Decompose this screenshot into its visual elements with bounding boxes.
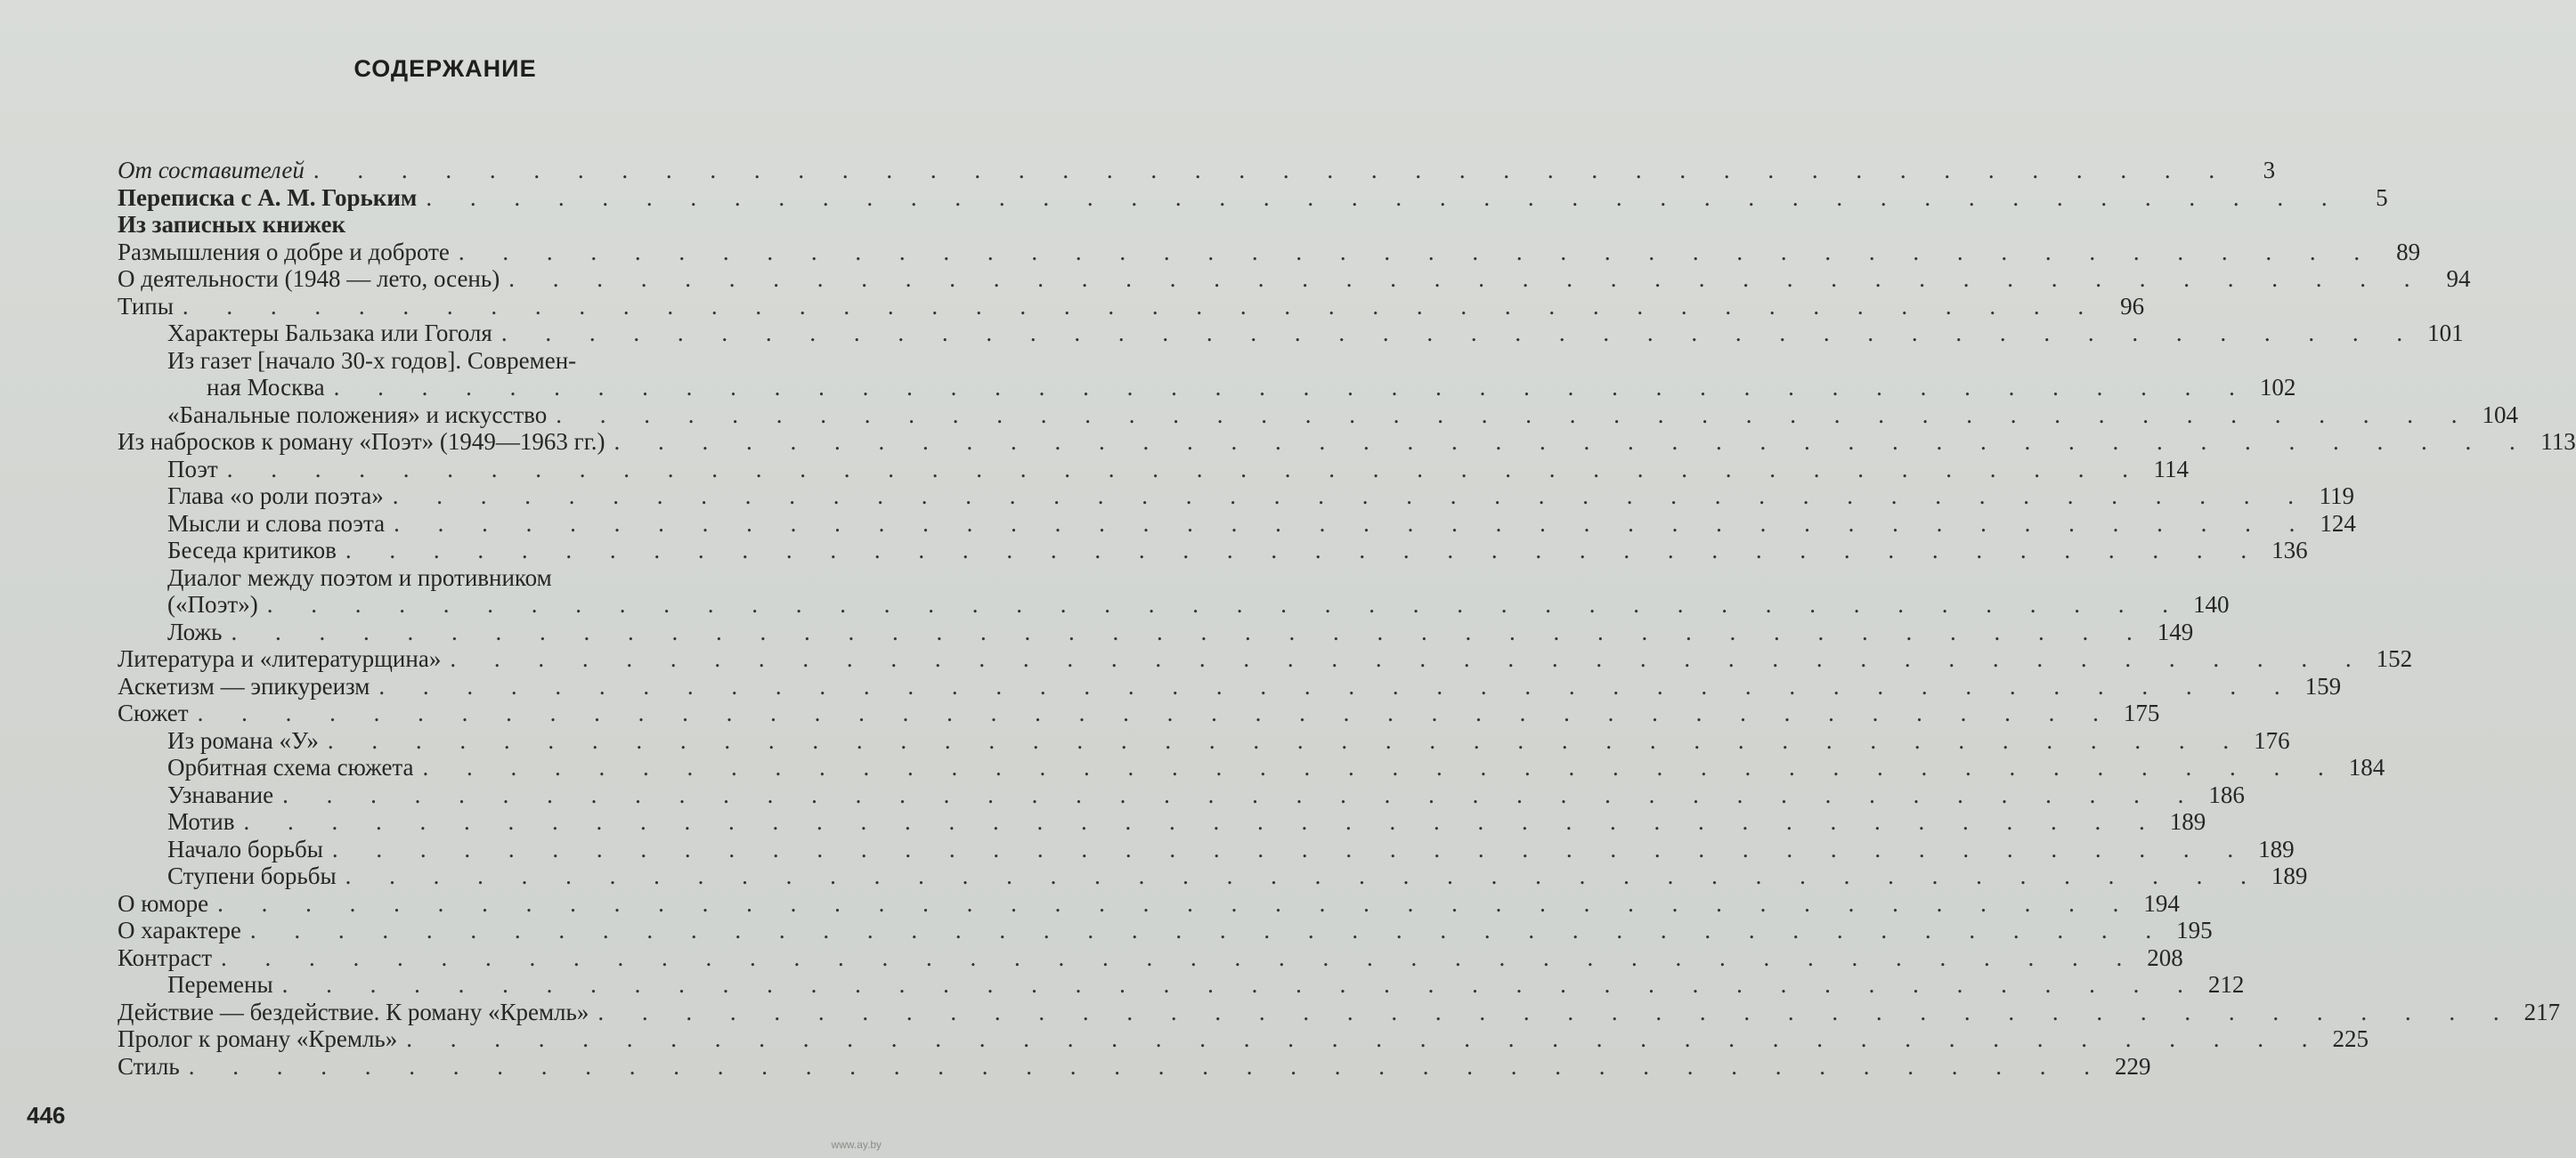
toc-entry — [118, 917, 2213, 944]
toc-page-number: 104 — [2482, 401, 2518, 428]
toc-entry-title: Из романа «У» — [167, 726, 319, 754]
toc-entry — [118, 781, 2245, 809]
toc-entry — [118, 537, 2308, 564]
toc-entry — [118, 428, 2576, 456]
toc-entry-row — [167, 862, 2308, 890]
dot-leader: . . . . . . . . . . . . . . . . . . . . . . . . . . . . . . . . . . . . . . . . . . . . — [392, 482, 2310, 509]
toc-entry-title: Узнавание — [167, 781, 274, 808]
toc-entry-row — [118, 998, 2561, 1026]
toc-entry-row — [118, 645, 2413, 673]
toc-page-number: 176 — [2254, 726, 2290, 754]
dot-leader: . . . . . . . . . . . . . . . . . . . . . . . . . . . . . . . . . . . . . . . . . . . . — [500, 320, 2419, 346]
toc-page-number: 96 — [2120, 292, 2145, 320]
toc-entry-title: Ступени борьбы — [167, 862, 337, 889]
dot-leader: . . . . . . . . . . . . . . . . . . . . . . . . . . . . . . . . . . . . . . . . . . . . — [281, 971, 2199, 998]
toc-page-number: 3 — [2263, 157, 2276, 183]
dot-leader: . . . . . . . . . . . . . . . . . . . . . . . . . . . . . . . . . . . . . . . . . . . . — [406, 1025, 2324, 1052]
toc-entry-row — [167, 618, 2194, 646]
toc-entry — [118, 645, 2413, 673]
toc-entry-row — [167, 564, 784, 592]
toc-entry — [118, 183, 2388, 212]
toc-entry-title: Поэт — [167, 455, 218, 482]
toc-entry-title: Типы — [118, 292, 174, 320]
toc-entry-row — [118, 183, 2388, 212]
dot-leader: . . . . . . . . . . . . . . . . . . . . . . . . . . . . . . . . . . . . . . . . . . . . — [266, 591, 2184, 618]
toc-page-number: 94 — [2446, 265, 2471, 292]
dot-leader: . . . . . . . . . . . . . . . . . . . . . . . . . . . . . . . . . . . . . . . . . . . . — [313, 157, 2231, 183]
toc-entry-row — [167, 971, 2245, 999]
toc-entry — [118, 808, 2206, 836]
toc-entry-row — [167, 509, 2356, 538]
dot-leader: . . . . . . . . . . . . . . . . . . . . . . . . . . . . . . . . . . . . . . . . . . . . — [345, 537, 2263, 563]
toc-entry-row — [118, 917, 2213, 944]
toc-entry-row — [118, 889, 2180, 918]
dot-leader: . . . . . . . . . . . . . . . . . . . . . . . . . . . . . . . . . . . . . . . . . . . . — [226, 455, 2144, 482]
toc-entry-row — [118, 672, 2342, 700]
toc-entry-title: Диалог между поэтом и противником — [167, 563, 552, 591]
toc-entry-title: Глава «о роли поэта» — [167, 482, 384, 509]
toc-entry-title: Беседа критиков — [167, 537, 337, 563]
toc-entry-row — [118, 428, 2576, 456]
toc-page-number: 212 — [2207, 971, 2245, 998]
toc-page-number: 175 — [2123, 700, 2160, 726]
toc-entry-row — [167, 347, 784, 375]
toc-entry-row — [118, 157, 2276, 184]
toc-page-number: 149 — [2157, 618, 2194, 645]
toc-entry-row — [118, 1025, 2369, 1053]
toc-page-number: 114 — [2153, 455, 2189, 482]
toc-page-number: 186 — [2208, 781, 2245, 808]
toc-entry-row — [118, 238, 2421, 266]
toc-entry — [118, 347, 784, 375]
toc-entry-title: Мысли и слова поэта — [167, 509, 386, 537]
toc-page-number: 189 — [2258, 835, 2295, 862]
dot-leader: . . . . . . . . . . . . . . . . . . . . . . . . . . . . . . . . . . . . . . . . . . . . — [197, 700, 2115, 726]
toc-entry — [118, 265, 2471, 293]
toc-entry-title: Пролог к роману «Кремль» — [118, 1025, 398, 1052]
dot-leader: . . . . . . . . . . . . . . . . . . . . . . . . . . . . . . . . . . . . . . . . . . . . — [450, 645, 2368, 672]
toc-page-number: 225 — [2332, 1025, 2369, 1052]
toc-page-number: 102 — [2259, 374, 2296, 401]
toc-entry-row — [167, 754, 2385, 781]
toc-entry — [118, 889, 2180, 918]
dot-leader: . . . . . . . . . . . . . . . . . . . . . . . . . . . . . . . . . . . . . . . . . . . . — [282, 781, 2200, 808]
toc-entry — [118, 564, 784, 592]
table-of-contents — [118, 157, 2576, 1080]
toc-entry-title: Перемены — [167, 971, 273, 998]
dot-leader: . . . . . . . . . . . . . . . . . . . . . . . . . . . . . . . . . . . . . . . . . . . . — [556, 401, 2474, 428]
dot-leader: . . . . . . . . . . . . . . . . . . . . . . . . . . . . . . . . . . . . . . . . . . . . — [345, 862, 2263, 889]
toc-entry-row — [167, 591, 2230, 619]
toc-entry — [118, 211, 784, 239]
toc-entry-title: Контраст — [118, 943, 213, 971]
toc-entry — [118, 157, 2276, 184]
toc-entry-row — [118, 943, 2183, 972]
toc-entry-row — [167, 781, 2245, 809]
dot-leader: . . . . . . . . . . . . . . . . . . . . . . . . . . . . . . . . . . . . . . . . . . . . — [333, 374, 2251, 401]
toc-entry-title: Размышления о добре и доброте — [118, 238, 450, 265]
toc-entry-title: О юморе — [118, 889, 209, 917]
toc-page-number: 195 — [2176, 917, 2213, 943]
dot-leader: . . . . . . . . . . . . . . . . . . . . . . . . . . . . . . . . . . . . . . . . . . . . — [221, 943, 2139, 971]
toc-entry — [118, 591, 2230, 619]
toc-entry — [118, 292, 2145, 320]
toc-entry-title: Начало борьбы — [167, 835, 323, 862]
dot-leader: . . . . . . . . . . . . . . . . . . . . . . . . . . . . . . . . . . . . . . . . . . . . — [597, 998, 2515, 1025]
toc-page-number: 184 — [2348, 754, 2385, 781]
toc-page-number: 136 — [2271, 537, 2308, 563]
toc-entry — [118, 455, 2189, 483]
dot-leader: . . . . . . . . . . . . . . . . . . . . . . . . . . . . . . . . . . . . . . . . . . . . — [394, 509, 2312, 537]
toc-entry-title: Характеры Бальзака или Гоголя — [167, 320, 492, 346]
toc-entry-row — [118, 265, 2471, 293]
toc-entry-title: Стиль — [118, 1052, 180, 1080]
toc-entry-row — [167, 808, 2206, 836]
toc-entry-row — [167, 455, 2189, 483]
dot-leader: . . . . . . . . . . . . . . . . . . . . . . . . . . . . . . . . . . . . . . . . . . . . — [422, 754, 2340, 781]
toc-entry-title: Из газет [начало 30-х годов]. Современ- — [167, 346, 577, 374]
page-title: СОДЕРЖАНИЕ — [353, 55, 537, 82]
toc-entry-row — [167, 401, 2518, 429]
toc-entry — [118, 238, 2421, 266]
toc-entry-title: Действие — бездействие. К роману «Кремль» — [118, 998, 589, 1025]
toc-entry — [118, 374, 2296, 401]
toc-entry-row — [118, 1052, 2151, 1081]
toc-entry-title: Сюжет — [118, 700, 189, 726]
toc-entry-title: Мотив — [167, 808, 235, 835]
toc-entry — [118, 754, 2385, 781]
toc-entry — [118, 700, 2160, 727]
dot-leader: . . . . . . . . . . . . . . . . . . . . . . . . . . . . . . . . . . . . . . . . . . . . — [188, 1052, 2106, 1080]
toc-entry — [118, 672, 2342, 700]
dot-leader: . . . . . . . . . . . . . . . . . . . . . . . . . . . . . . . . . . . . . . . . . . . . — [231, 618, 2149, 645]
toc-page-number: 217 — [2523, 998, 2561, 1025]
toc-entry — [118, 618, 2194, 646]
dot-leader: . . . . . . . . . . . . . . . . . . . . . . . . . . . . . . . . . . . . . . . . . . . . — [182, 292, 2101, 320]
toc-entry — [118, 971, 2245, 999]
dot-leader: . . . . . . . . . . . . . . . . . . . . . . . . . . . . . . . . . . . . . . . . . . . . — [327, 726, 2246, 754]
toc-entry — [118, 835, 2295, 863]
toc-entry-title: Ложь — [167, 618, 223, 645]
toc-entry — [118, 862, 2308, 890]
dot-leader: . . . . . . . . . . . . . . . . . . . . . . . . . . . . . . . . . . . . . . . . . . . . — [331, 835, 2250, 862]
toc-entry — [118, 320, 2464, 347]
page-number: 446 — [27, 1102, 66, 1129]
toc-entry-row — [167, 726, 2290, 755]
toc-page-number: 124 — [2320, 509, 2356, 537]
toc-entry-title: Литература и «литературщина» — [118, 645, 442, 672]
toc-page-number: 229 — [2114, 1052, 2151, 1080]
toc-entry — [118, 998, 2561, 1026]
toc-entry-title: От составителей — [118, 157, 305, 183]
toc-entry-row — [118, 700, 2160, 727]
toc-page-number: 89 — [2396, 238, 2421, 265]
toc-entry-title: Из записных книжек — [118, 211, 346, 238]
toc-page-number: 194 — [2143, 889, 2180, 917]
toc-page-number: 140 — [2192, 591, 2230, 618]
toc-entry-row — [167, 482, 2354, 510]
toc-entry-row — [118, 211, 784, 239]
toc-page-number: 119 — [2319, 482, 2354, 509]
toc-page-number: 152 — [2376, 645, 2413, 672]
dot-leader: . . . . . . . . . . . . . . . . . . . . . . . . . . . . . . . . . . . . . . . . . . . . — [217, 889, 2135, 917]
toc-entry-row — [167, 320, 2464, 347]
toc-entry-row — [207, 374, 2296, 401]
toc-entry — [118, 482, 2354, 510]
toc-entry-row — [167, 835, 2295, 863]
toc-entry — [118, 509, 2356, 538]
toc-entry-title: О характере — [118, 917, 241, 943]
toc-page-number: 208 — [2147, 943, 2183, 971]
toc-entry-title: Аскетизм — эпикуреизм — [118, 672, 370, 700]
toc-entry — [118, 943, 2183, 972]
toc-entry-title: («Поэт») — [167, 591, 258, 618]
toc-entry-title: Орбитная схема сюжета — [167, 754, 414, 781]
toc-page-number: 189 — [2271, 862, 2308, 889]
toc-page-number: 159 — [2304, 672, 2342, 700]
toc-page-number: 189 — [2169, 808, 2206, 835]
toc-entry-row — [167, 537, 2308, 564]
dot-leader: . . . . . . . . . . . . . . . . . . . . . . . . . . . . . . . . . . . . . . . . . . . . — [249, 917, 2168, 943]
toc-entry — [118, 726, 2290, 755]
toc-entry — [118, 1052, 2151, 1081]
toc-entry-title: ная Москва — [207, 374, 325, 401]
dot-leader: . . . . . . . . . . . . . . . . . . . . . . . . . . . . . . . . . . . . . . . . . . . . — [378, 672, 2296, 700]
toc-entry-title: Переписка с А. М. Горьким — [118, 183, 418, 211]
dot-leader: . . . . . . . . . . . . . . . . . . . . . . . . . . . . . . . . . . . . . . . . . . . . — [243, 808, 2161, 835]
toc-page-number: 113 — [2540, 428, 2576, 455]
toc-entry — [118, 1025, 2369, 1053]
dot-leader: . . . . . . . . . . . . . . . . . . . . . . . . . . . . . . . . . . . . . . . . . . . . — [508, 265, 2426, 292]
toc-entry-title: «Банальные положения» и искусство — [167, 401, 548, 428]
toc-entry-title: Из набросков к роману «Поэт» (1949—1963 гг.) — [118, 428, 605, 455]
watermark: www.ay.by — [831, 1138, 882, 1151]
dot-leader: . . . . . . . . . . . . . . . . . . . . . . . . . . . . . . . . . . . . . . . . . . . . — [426, 183, 2344, 211]
toc-page-number: 101 — [2427, 320, 2464, 346]
toc-page-number: 5 — [2376, 183, 2388, 211]
toc-entry-row — [118, 292, 2145, 320]
dot-leader: . . . . . . . . . . . . . . . . . . . . . . . . . . . . . . . . . . . . . . . . . . . . — [614, 428, 2531, 455]
dot-leader: . . . . . . . . . . . . . . . . . . . . . . . . . . . . . . . . . . . . . . . . . . . . — [458, 238, 2377, 265]
toc-entry — [118, 401, 2518, 429]
toc-entry-title: О деятельности (1948 — лето, осень) — [118, 265, 500, 292]
